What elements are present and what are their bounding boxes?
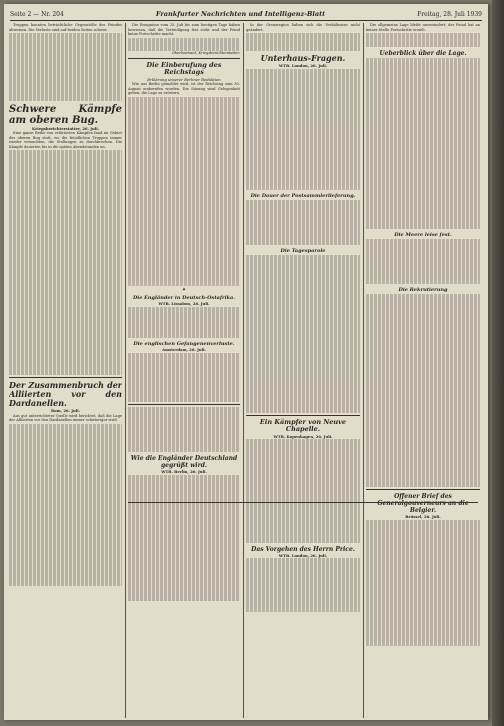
headline-price: Das Vorgehen des Herrn Price. xyxy=(251,545,355,553)
dateline: Rom, 26. Juli. xyxy=(50,408,81,413)
dateline: WTB. London, 26. Juli. xyxy=(278,63,328,68)
article-body: Wie aus Berlin gemeldet wird, ist der Reichstag zum 30. August einberufen worden. Die Sitzung wird Gelegenheit geben, die Lage zu erörtern. xyxy=(128,82,240,95)
headline-meere: Die Meere leise fest. xyxy=(394,231,452,238)
dateline: WTB. Kopenhagen, 26. Juli. xyxy=(273,433,333,439)
column-3 xyxy=(246,23,360,718)
dateline: WTB. London, 26. Juli. xyxy=(278,552,328,558)
dateline: WTB. Berlin, 26. Juli. xyxy=(161,469,207,474)
headline-ostafrika: Die Engländer in Deutsch-Ostafrika. xyxy=(132,295,236,301)
issue-date: Freitag, 28. Juli 1939 xyxy=(417,10,482,18)
article-top: In der Grenzregion haben sich die Verhältnisse nicht geändert. xyxy=(246,23,360,32)
newspaper-page xyxy=(4,4,488,720)
headline-kaempfer: Ein Kämpfer von Neuve Chapelle. xyxy=(259,417,347,433)
article-top: Die Ereignisse vom 25. Juli bis zum heutigen Tage haben bewiesen, daß die Verteidigung fest steht und der Feind keine Fortschritte macht. xyxy=(128,23,240,36)
article-body: Aus gut unterrichteter Quelle wird berichtet, daß die Lage der Alliierten vor den Dardanellen immer schwieriger wird. xyxy=(9,413,122,422)
column-4 xyxy=(366,23,480,718)
headline-schwere-kaempfe: Schwere Kämpfe am oberen Bug. xyxy=(9,103,122,126)
subhead: Erklärung unserer Berliner Redaktion xyxy=(147,76,221,82)
headline-offener-brief: Offener Brief des Generalgouverneurs an die Belgier. xyxy=(377,493,469,514)
headline-gefangenenverluste: Die englischen Gefangenenverluste. xyxy=(133,341,235,347)
headline-zusammenbruch: Der Zusammenbruch der Alliierten vor den Dardanellen. xyxy=(9,380,122,408)
dateline: WTB. Lissabon, 26. Juli. xyxy=(158,301,210,306)
headline-rekrutierung: Die Rekrutierung xyxy=(398,286,448,293)
signature: Oberleutnant, Kriegsberichterstatter. xyxy=(171,51,240,55)
column-1 xyxy=(9,23,122,718)
headline-ueberblick: Ueberblick über die Lage. xyxy=(379,49,467,57)
article-body: Eine ganze Reihe von erbitterten Kämpfen fand im Gebiet des oberen Bug statt, wo die feindlichen Truppen immer wieder versuchten, die Stellungen zu durchbrechen. Die Kämpfe dauerten bis in die späten Abendstunden an. xyxy=(9,131,122,149)
page-edge xyxy=(492,0,504,726)
article-top: Die allgemeine Lage bleibt unverändert; der Feind hat an keiner Stelle Fortschritte erzielt. xyxy=(366,23,480,32)
headline-postsammler: Die Dauer der Postsammlerlieferung. xyxy=(250,193,356,199)
headline-tagesparole: Die Tagesparole xyxy=(280,248,326,254)
page-number: Seite 2 — Nr. 204 xyxy=(10,10,64,18)
headline-unterhaus: Unterhaus-Fragen. xyxy=(260,53,346,63)
dateline: Brüssel, 26. Juli. xyxy=(405,514,441,519)
star-divider: ✦ xyxy=(181,286,187,293)
dateline: Amsterdam, 26. Juli. xyxy=(162,347,206,352)
newspaper-title: Frankfurter Nachrichten und Intelligenz-Blatt xyxy=(155,10,326,18)
headline-englaender: Wie die Engländer Deutschland gegrüßt wird. xyxy=(130,455,238,469)
column-2 xyxy=(128,23,240,718)
article-intro: Truppen konnten beträchtliche Gegenstöße des Feindes abweisen. Die Verluste sind auf beiden Seiten schwer. xyxy=(9,23,122,32)
dateline: Kriegsberichterstatter, 26. Juli. xyxy=(31,125,100,131)
masthead xyxy=(10,8,482,21)
headline-reichstag: Die Einberufung des Reichstags xyxy=(146,60,222,76)
